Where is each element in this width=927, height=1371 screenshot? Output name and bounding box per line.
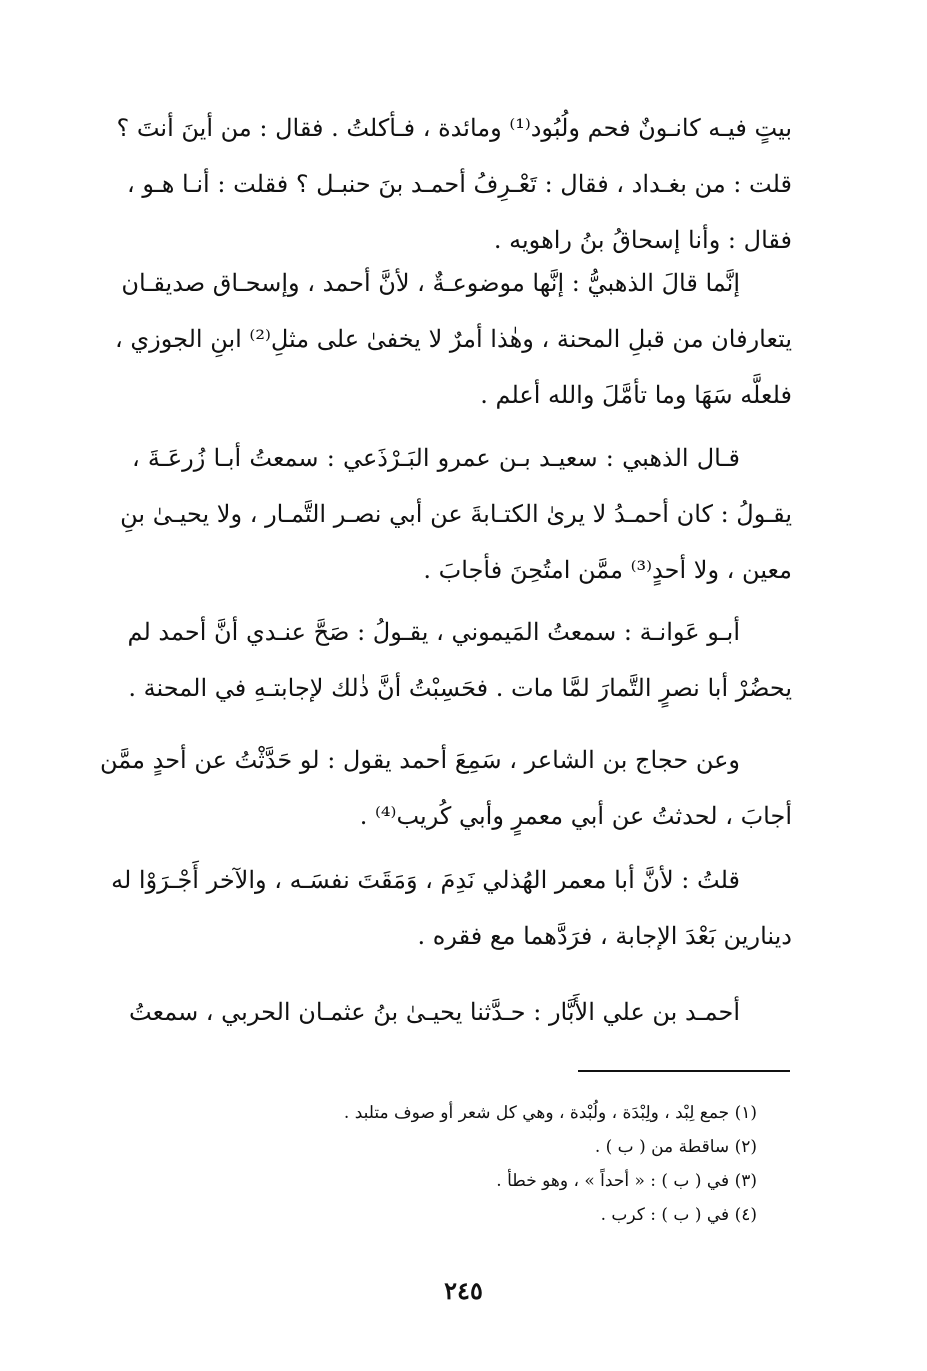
text-line: يتعارفان من قبلِ المحنة ، وهٰذا أمرٌ لا يخفىٰ على مثلِ⁽²⁾ ابنِ الجوزي ، xyxy=(114,325,792,353)
footnote-4: (٤) في ( ب ) : كرب . xyxy=(600,1205,757,1225)
text-line: يقـولُ : كان أحمـدُ لا يرىٰ الكتـابةَ عن أبي نصـر التَّمـار ، ولا يحيـىٰ بنِ xyxy=(120,500,792,528)
text-line: معين ، ولا أحدٍ⁽³⁾ ممَّن امتُحِنَ فأجابَ . xyxy=(423,556,792,584)
footnote-separator xyxy=(578,1070,790,1072)
page-number: ٢٤٥ xyxy=(444,1276,483,1305)
text-line: قلتُ : لأنَّ أبا معمر الهُذلي نَدِمَ ، وَمَقَتَ نفسَـه ، والآخر أَجْـرَوْا له xyxy=(111,866,740,894)
text-line: إنَّما قالَ الذهبيُّ : إنَّها موضوعـةٌ ، لأنَّ أحمد ، وإسحـاق صديقـان xyxy=(121,269,740,297)
paragraph-4 xyxy=(127,604,792,716)
footnotes xyxy=(197,1096,757,1232)
text-line: فلعلَّه سَهَا وما تأمَّلَ والله أعلم . xyxy=(480,381,792,409)
paragraph-6 xyxy=(111,852,792,964)
paragraph-2 xyxy=(114,255,792,423)
text-line: أبـو عَوانـة : سمعتُ المَيموني ، يقـولُ : صَحَّ عنـدي أنَّ أحمد لم xyxy=(127,618,740,646)
footnote-2: (٢) ساقطة من ( ب ) . xyxy=(594,1137,757,1157)
text-line: أجابَ ، لحدثتُ عن أبي معمرٍ وأبي كُريب⁽⁴⁾ . xyxy=(359,802,792,830)
text-line: قـال الذهبي : سعيـد بـن عمرو البَـرْذَعي : سمعتُ أبـا زُرعَـةَ ، xyxy=(132,444,740,472)
paragraph-5 xyxy=(99,732,792,844)
footnote-1: (١) جمع لِبْد ، ولِبْدَة ، ولُبْدة ، وهي كل شعر أو صوف متلبد . xyxy=(343,1103,757,1123)
text-line: يحضُرْ أبا نصرٍ التَّمارَ لمَّا مات . فحَسِبْتُ أنَّ ذٰلك لإجابتـهِ في المحنة . xyxy=(128,674,792,702)
text-line: أحمـد بن علي الأَبَّار : حـدَّثنا يحيـىٰ بنُ عثمـان الحربي ، سمعتُ xyxy=(129,998,740,1026)
text-line: بيتٍ فيـه كانـونٌ فحم ولُبُود⁽¹⁾ ومائدة ، فـأكلتُ . فقال : من أينَ أنتَ ؟ xyxy=(116,114,792,142)
footnote-3: (٣) في ( ب ) : « أحداً » ، وهو خطأ . xyxy=(496,1171,757,1191)
text-line: قلت : من بغـداد ، فقال : تَعْـرِفُ أحمـد بنَ حنبـل ؟ فقلت : أنـا هـو ، xyxy=(126,170,792,198)
text-line: دينارين بَعْدَ الإجابة ، فرَدَّهما مع فقره . xyxy=(417,922,792,950)
paragraph-3 xyxy=(120,430,792,598)
paragraph-7 xyxy=(129,984,792,1040)
text-line: وعن حجاج بن الشاعر ، سَمِعَ أحمد يقول : لو حَدَّثْتُ عن أحدٍ ممَّن xyxy=(99,746,740,774)
paragraph-1 xyxy=(116,100,792,268)
text-line: فقال : وأنا إسحاقُ بنُ راهويه . xyxy=(493,226,792,254)
